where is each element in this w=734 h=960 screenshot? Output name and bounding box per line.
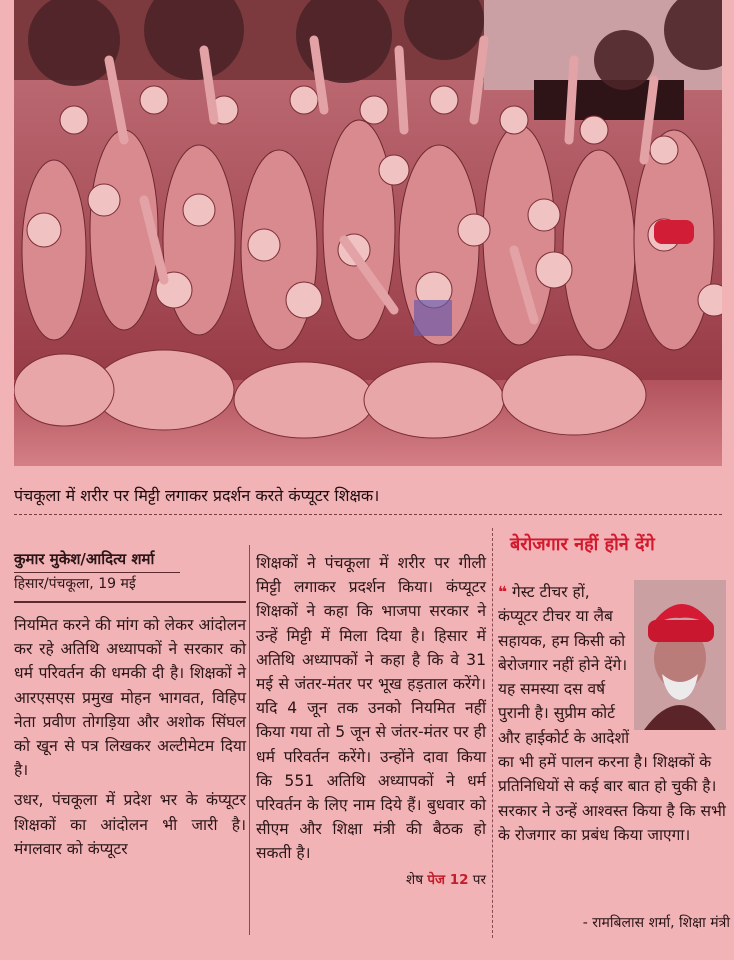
quote-mark: ❝ xyxy=(498,583,508,601)
sidebar-divider xyxy=(492,528,493,938)
article-paragraph: नियमित करने की मांग को लेकर आंदोलन कर रहे अतिथि अध्यापकों ने सरकार को धर्म परिवर्तन की धमकी दी है। शिक्षकों ने आरएसएस प्रमुख मोहन भागवत, विहिप नेता प्रवीण तोगड़िया और अशोक सिंघल को खून से पत्र लिखकर अल्टीमेटम दिया है। xyxy=(14,616,246,780)
portrait-spacer xyxy=(630,580,726,730)
column-divider xyxy=(249,545,250,935)
continued-note xyxy=(256,868,486,892)
article-column-1 xyxy=(14,548,246,867)
article-paragraph: उधर, पंचकूला में प्रदेश भर के कंप्यूटर शिक्षकों का आंदोलन भी जारी है। मंगलवार को कंप्यूटर xyxy=(14,791,246,858)
continued-page: पेज 12 xyxy=(427,871,469,888)
continued-suffix: पर xyxy=(472,871,486,888)
dateline: हिसार/पंचकूला, 19 मई xyxy=(14,573,246,603)
news-photo xyxy=(14,0,722,466)
continued-prefix: शेष xyxy=(406,871,424,888)
article-paragraph: शिक्षकों ने पंचकूला में शरीर पर गीली मिट्टी लगाकर प्रदर्शन किया। कंप्यूटर शिक्षकों ने कहा कि भाजपा सरकार ने उन्हें मिट्टी में मिला दिया है। हिसार में अतिथि अध्यापकों ने कहा है कि वे 31 मई से जंतर-मंतर पर भूख हड़ताल करेंगे। यदि 4 जून तक उनको नियमित नहीं किया गया तो 5 जून से जंतर-मंतर पर ही धर्म परिवर्तन करेंगे। उन्होंने दावा किया कि 551 अतिथि अध्यापकों ने धर्म परिवर्तन के लिए नाम दिये हैं। बुधवार को सीएम और शिक्षा मंत्री की बैठक हो सकती है। xyxy=(256,554,486,863)
byline: कुमार मुकेश/आदित्य शर्मा xyxy=(14,548,180,573)
quote-attribution: - रामबिलास शर्मा, शिक्षा मंत्री xyxy=(582,915,730,931)
photo-caption: पंचकूला में शरीर पर मिट्टी लगाकर प्रदर्शन करते कंप्यूटर शिक्षक। xyxy=(14,478,722,515)
quote-text: गेस्ट टीचर हों, कंप्यूटर टीचर या लैब सहायक, हम किसी को बेरोजगार नहीं होने देंगे। यह समस्या दस वर्ष पुरानी है। सुप्रीम कोर्ट और हाईकोर्ट के आदेशों का भी हमें पालन करना है। शिक्षकों के प्रतिनिधियों से कई बार बात हो चुकी है। सरकार ने उन्हें आश्वस्त किया है कि सभी के रोजगार का प्रबंध किया जाएगा। xyxy=(498,583,726,844)
sidebar-quote xyxy=(498,580,726,847)
article-column-2 xyxy=(256,551,486,892)
sidebar-headline: बेरोजगार नहीं होने देंगे xyxy=(510,534,655,555)
sidebar-box xyxy=(498,530,726,844)
